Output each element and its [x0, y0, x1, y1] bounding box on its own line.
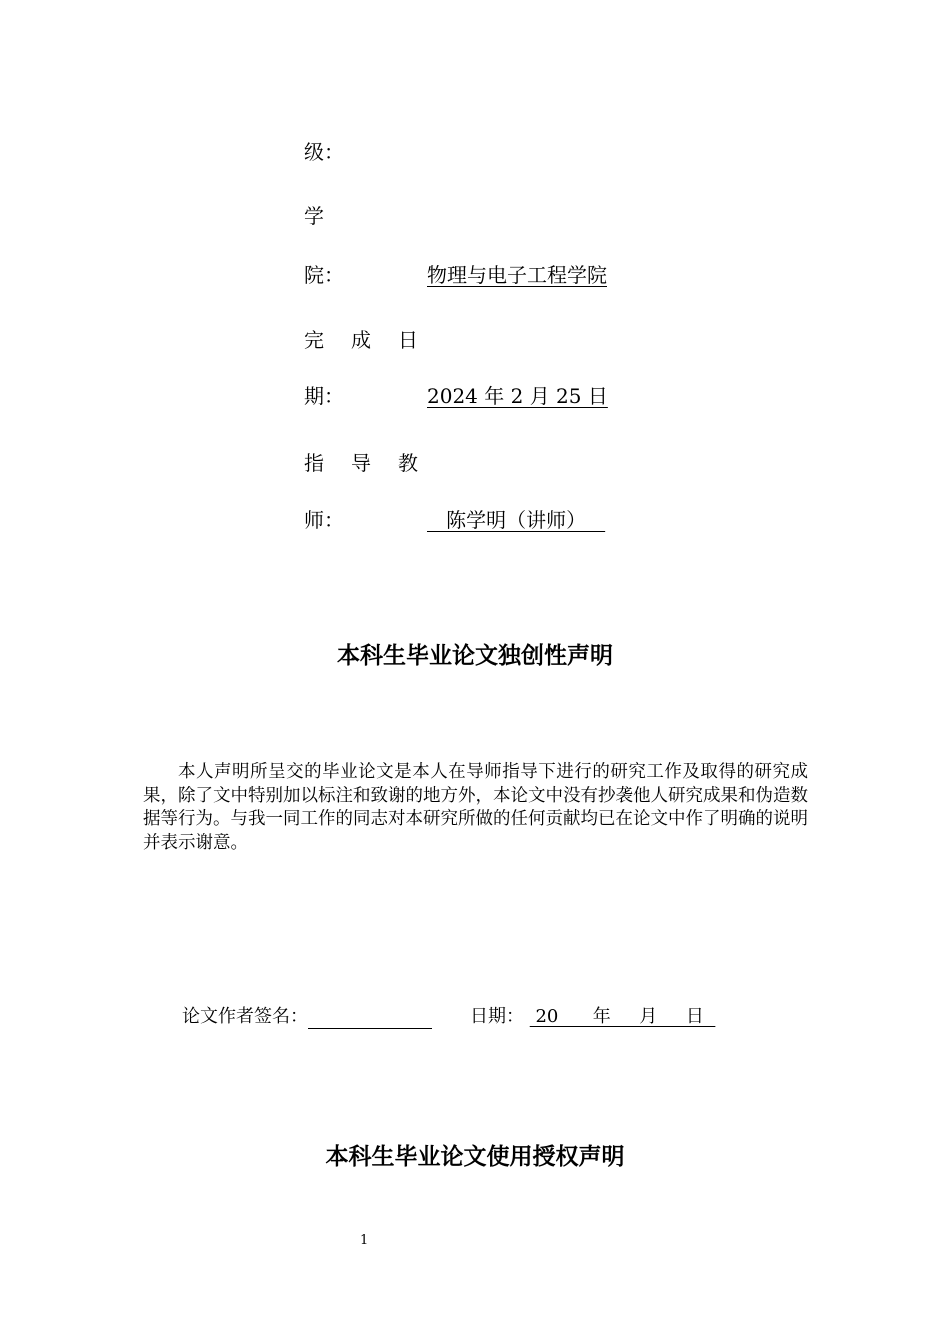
- signature-row: [182, 1005, 432, 1029]
- date-label-bottom: 期：: [304, 384, 344, 408]
- grade-label: 级：: [304, 140, 344, 164]
- advisor-label-char: 教: [398, 451, 418, 475]
- school-label-top: 学: [304, 204, 324, 228]
- advisor-label-char: 导: [351, 451, 371, 475]
- sign-date-label: 日期：: [470, 1006, 524, 1027]
- originality-body: 本人声明所呈交的毕业论文是本人在导师指导下进行的研究工作及取得的研究成果，除了文中特别加以标注和致谢的地方外，本论文中没有抄袭他人研究成果和伪造数据等行为。与我一同工作的同志对本研究所做的任何贡献均已在论文中作了明确的说明并表示谢意。: [143, 762, 808, 853]
- signature-label: 论文作者签名：: [182, 1006, 308, 1027]
- advisor-label-bottom: 师：: [304, 508, 344, 532]
- date-row: [470, 1005, 715, 1029]
- sign-date-blank[interactable]: 20 年 月 日: [529, 1006, 716, 1027]
- date-label-char: 成: [351, 328, 371, 352]
- completion-date-value: 2024 年 2 月 25 日: [427, 384, 608, 408]
- originality-title: 本科生毕业论文独创性声明: [337, 643, 613, 669]
- date-label-top: [304, 326, 445, 354]
- school-label-bottom: 院：: [304, 263, 344, 287]
- page-number: 1: [360, 1233, 369, 1248]
- date-label-char: 日: [398, 328, 418, 352]
- signature-blank[interactable]: [308, 1006, 432, 1029]
- date-label-char: 完: [304, 328, 324, 352]
- advisor-label-top: [304, 449, 445, 477]
- advisor-label-char: 指: [304, 451, 324, 475]
- school-value: 物理与电子工程学院: [427, 263, 607, 287]
- advisor-value: 陈学明（讲师）: [427, 508, 606, 532]
- authorization-title: 本科生毕业论文使用授权声明: [325, 1144, 625, 1170]
